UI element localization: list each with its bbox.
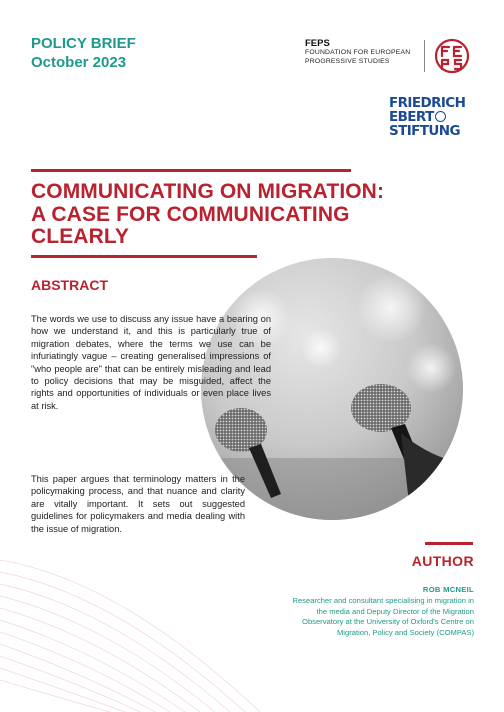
title-line-1: COMMUNICATING ON MIGRATION: <box>31 180 385 203</box>
feps-line-1: FOUNDATION FOR EUROPEAN <box>305 49 411 56</box>
abstract-paragraph-2: This paper argues that terminology matters in the policymaking process, and that nuance and clarity are vitally important. It sets out suggested guidelines for policymakers and media dealing with the issue of migration. <box>31 474 245 534</box>
feps-logo-icon <box>428 36 476 76</box>
author-name: ROB MCNEIL <box>422 585 474 594</box>
publication-series <box>31 34 136 72</box>
logo-divider <box>424 40 425 72</box>
abstract-heading: ABSTRACT <box>31 277 108 293</box>
fes-line-3: STIFTUNG <box>389 123 460 139</box>
title-line-3: CLEARLY <box>31 225 129 248</box>
globe-icon <box>435 111 446 122</box>
feps-line-2: PROGRESSIVE STUDIES <box>305 57 390 65</box>
author-rule <box>425 542 473 545</box>
fes-line-2: EBERT <box>389 109 434 125</box>
fes-line-1: FRIEDRICH <box>389 95 466 111</box>
title-line-2: A CASE FOR COMMUNICATING <box>31 202 350 226</box>
publication-date: October 2023 <box>31 54 127 71</box>
author-heading: AUTHOR <box>411 553 474 569</box>
author-bio: Researcher and consultant specialising in migration in the media and Deputy Director of the Migration Observatory at the University of Oxford's Centre on Migration, Policy and Society (COMPAS) <box>292 596 474 637</box>
document-title <box>31 181 471 249</box>
fes-logo <box>389 96 465 138</box>
series-label: POLICY BRIEF <box>31 35 136 52</box>
abstract-paragraph-1: The words we use to discuss any issue have a bearing on how we understand it, and this is particularly true of migration debates, where the terms we use can be infuriatingly vague – creating generalised impressions of "who people are" that can be entirely misleading and lead to policy decisions that may be misguided, affect the rights and opportunities of individuals or even place lives at risk. <box>31 314 271 411</box>
feps-wordmark <box>305 38 410 66</box>
feps-name: FEPS <box>305 38 330 49</box>
title-rule-top <box>31 169 351 172</box>
